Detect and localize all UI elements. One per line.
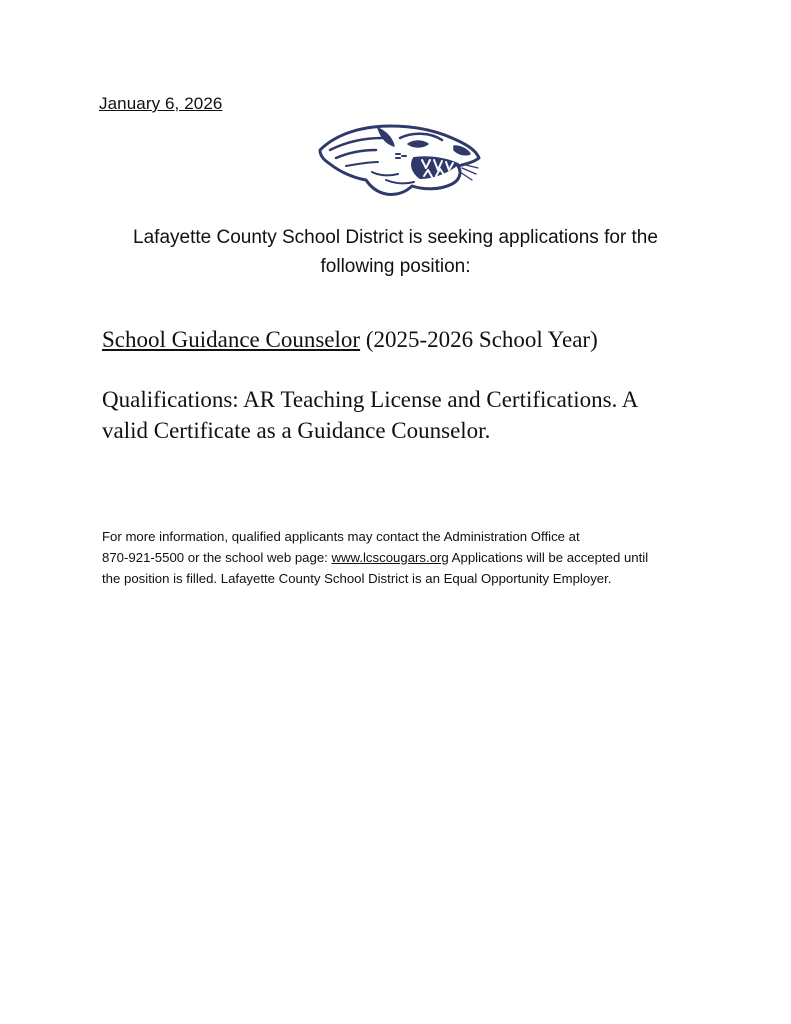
contact-line: the position is filled. Lafayette County School District is an Equal Opportunity Employer. bbox=[102, 571, 612, 586]
intro-line: following position: bbox=[320, 256, 471, 277]
notice-date: January 6, 2026 bbox=[99, 94, 223, 113]
qualifications-text bbox=[102, 384, 702, 446]
intro-line: Lafayette County School District is seeking applications for the bbox=[133, 227, 658, 248]
contact-paragraph bbox=[102, 526, 712, 589]
qualifications-line: Qualifications: AR Teaching License and Certifications. A bbox=[102, 387, 639, 412]
position-term: (2025-2026 School Year) bbox=[360, 327, 598, 352]
website-link[interactable]: www.lcscougars.org bbox=[331, 550, 449, 565]
position-title: School Guidance Counselor bbox=[102, 327, 361, 352]
contact-line: For more information, qualified applicants may contact the Administration Office at bbox=[102, 529, 580, 544]
intro-text bbox=[60, 223, 731, 281]
cougar-mascot-icon bbox=[316, 120, 482, 198]
contact-text: Applications will be accepted until bbox=[448, 550, 649, 565]
position-heading bbox=[102, 327, 598, 353]
qualifications-line: valid Certificate as a Guidance Counselor. bbox=[102, 418, 491, 443]
contact-phone-text: 870-921-5500 or the school web page: bbox=[102, 550, 332, 565]
contact-line bbox=[102, 547, 712, 568]
